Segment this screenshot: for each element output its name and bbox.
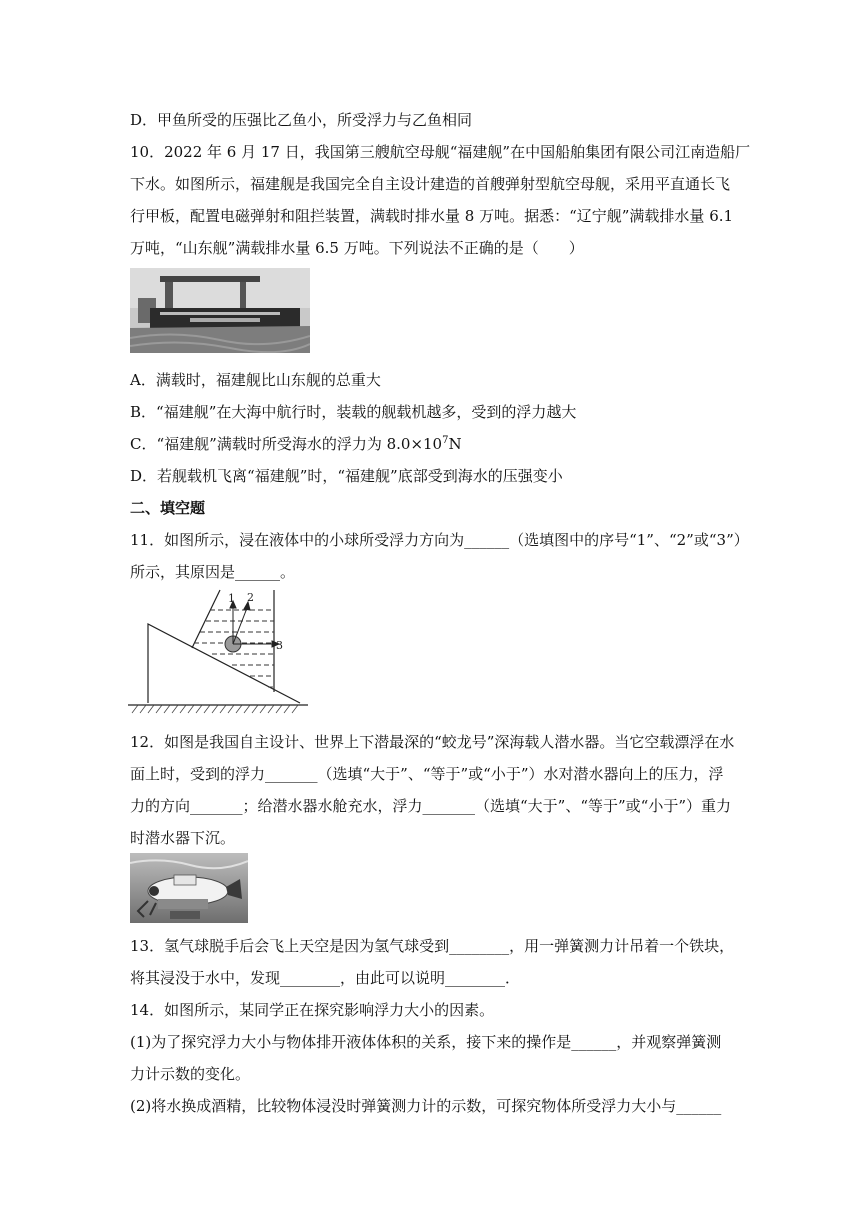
q13-stem-line-1: 13．氢气球脱手后会飞上天空是因为氢气球受到________，用一弹簧测力计吊着一个铁块，: [130, 937, 735, 955]
q10-option-c-text: C．“福建舰”满载时所受海水的浮力为 8.0×10: [130, 435, 443, 453]
buoyancy-direction-diagram: [128, 588, 308, 716]
q10-option-c-unit: N: [448, 435, 462, 453]
q10-option-b: B．“福建舰”在大海中航行时，装载的舰载机越多，受到的浮力越大: [130, 403, 577, 421]
arrow-3-label: 3: [276, 639, 283, 652]
q14-part-2-line-1: (2)将水换成酒精，比较物体浸没时弹簧测力计的示数，可探究物体所受浮力大小与______: [130, 1097, 722, 1115]
q10-stem-line-3: 行甲板，配置电磁弹射和阻拦装置，满载时排水量 8 万吨。据悉：“辽宁舰”满载排水量 6.1: [130, 207, 734, 225]
q10-stem-line-4: 万吨，“山东舰”满载排水量 6.5 万吨。下列说法不正确的是（ ）: [130, 239, 584, 257]
q14-stem-line-1: 14．如图所示，某同学正在探究影响浮力大小的因素。: [130, 1001, 495, 1019]
q9-option-d: D．甲鱼所受的压强比乙鱼小，所受浮力与乙鱼相同: [130, 111, 473, 129]
q12-stem-line-4: 时潜水器下沉。: [130, 829, 236, 847]
q14-part-1-line-1: (1)为了探究浮力大小与物体排开液体体积的关系，接下来的操作是______，并观察弹簧测: [130, 1033, 722, 1051]
section-heading-fill-in: 二、填空题: [130, 499, 206, 517]
q11-stem-line-2: 所示，其原因是______。: [130, 563, 296, 581]
arrow-2-label: 2: [247, 591, 254, 604]
q10-option-c-exponent: 7: [442, 435, 449, 446]
q10-stem-line-1: 10．2022 年 6 月 17 日，我国第三艘航空母舰“福建舰”在中国船舶集团有限公司江南造船厂: [130, 143, 751, 161]
q13-stem-line-2: 将其浸没于水中，发现________，由此可以说明________．: [130, 969, 521, 987]
q12-stem-line-2: 面上时，受到的浮力_______（选填“大于”、“等于”或“小于”）水对潜水器向上的压力，浮: [130, 765, 724, 783]
q10-stem-line-2: 下水。如图所示，福建舰是我国完全自主设计建造的首艘弹射型航空母舰，采用平直通长飞: [130, 175, 731, 193]
submersible-photo: [130, 853, 248, 923]
q14-part-1-line-2: 力计示数的变化。: [130, 1065, 251, 1083]
q10-option-a: A．满载时，福建舰比山东舰的总重大: [130, 371, 381, 389]
q10-option-d: D．若舰载机飞离“福建舰”时，“福建舰”底部受到海水的压强变小: [130, 467, 563, 485]
aircraft-carrier-photo: [130, 268, 310, 353]
q12-stem-line-3: 力的方向_______；给潜水器水舱充水，浮力_______（选填“大于”、“等于”或“小于”）重力: [130, 797, 732, 815]
arrow-1-label: 1: [228, 592, 235, 605]
q10-option-c: [130, 434, 740, 454]
q12-stem-line-1: 12．如图是我国自主设计、世界上下潜最深的“蛟龙号”深海载人潜水器。当它空载漂浮在水: [130, 733, 735, 751]
q11-stem-line-1: 11．如图所示，浸在液体中的小球所受浮力方向为______（选填图中的序号“1”、“2”或“3”）: [130, 531, 749, 549]
